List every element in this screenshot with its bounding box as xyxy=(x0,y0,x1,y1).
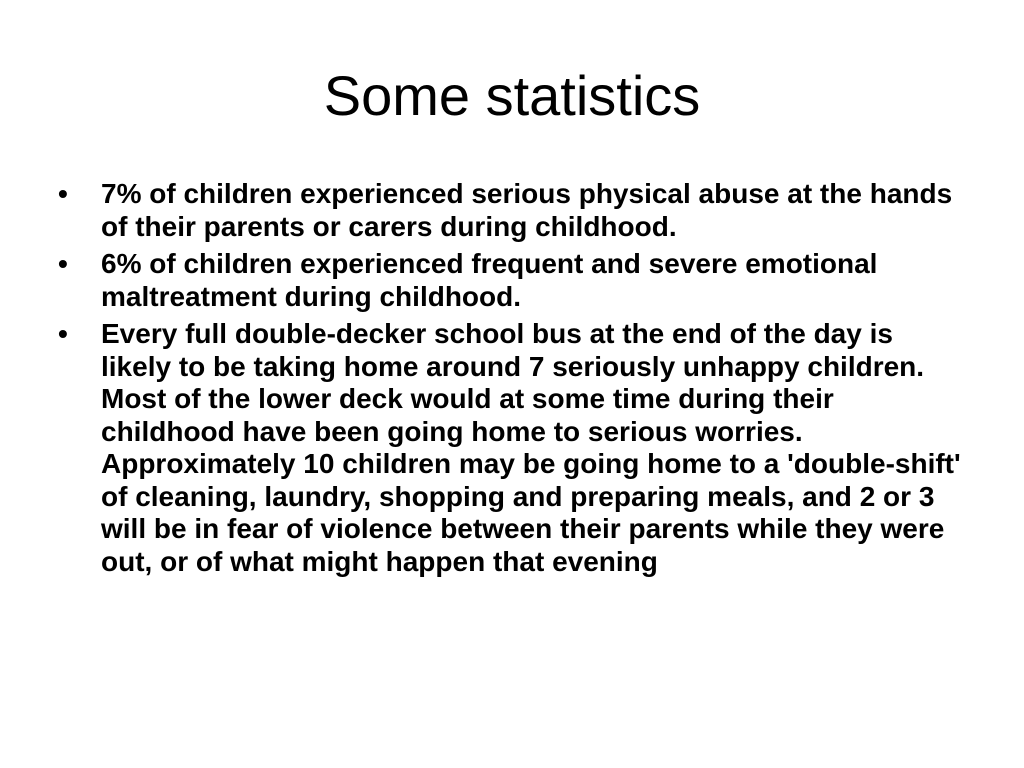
bullet-text: 7% of children experienced serious physical abuse at the hands of their parents or carers during childhood. xyxy=(101,178,953,242)
slide-title: Some statistics xyxy=(323,64,701,127)
bullet-item xyxy=(58,318,968,578)
bullet-text: 6% of children experienced frequent and severe emotional maltreatment during childhood. xyxy=(101,248,878,312)
bullet-icon: • xyxy=(58,178,68,209)
bullet-item xyxy=(58,248,968,313)
bullet-list xyxy=(58,178,968,583)
bullet-icon: • xyxy=(58,318,68,349)
bullet-text: Every full double-decker school bus at the end of the day is likely to be taking home around 7 seriously unhappy children. Most of the lower deck would at some time during their childhood have been going home to serious worries. Approximately 10 children may be going home to a 'double-shift' of cleaning, laundry, shopping and preparing meals, and 2 or 3 will be in fear of violence between their parents while they were out, or of what might happen that evening xyxy=(101,318,961,577)
bullet-icon: • xyxy=(58,248,68,279)
bullet-item xyxy=(58,178,968,243)
